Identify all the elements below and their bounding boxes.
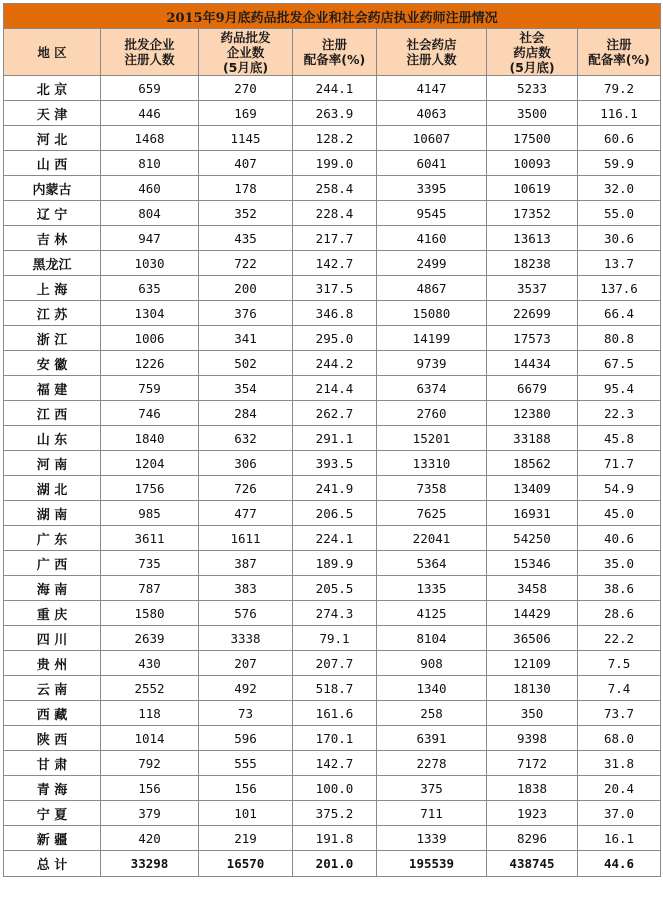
value-cell: 199.0 [293, 151, 377, 176]
value-cell: 45.8 [578, 426, 661, 451]
table-row [4, 626, 661, 651]
region-cell: 陕 西 [4, 726, 101, 751]
value-cell: 2639 [101, 626, 199, 651]
value-cell: 59.9 [578, 151, 661, 176]
value-cell: 387 [199, 551, 293, 576]
value-cell: 407 [199, 151, 293, 176]
table-row [4, 451, 661, 476]
value-cell: 241.9 [293, 476, 377, 501]
value-cell: 67.5 [578, 351, 661, 376]
value-cell: 2499 [377, 251, 487, 276]
value-cell: 787 [101, 576, 199, 601]
value-cell: 6041 [377, 151, 487, 176]
table-row [4, 201, 661, 226]
total-value-cell: 44.6 [578, 851, 661, 877]
value-cell: 10093 [487, 151, 578, 176]
value-cell: 3611 [101, 526, 199, 551]
region-cell: 天 津 [4, 101, 101, 126]
value-cell: 200 [199, 276, 293, 301]
value-cell: 224.1 [293, 526, 377, 551]
table-row [4, 576, 661, 601]
value-cell: 20.4 [578, 776, 661, 801]
table-row [4, 176, 661, 201]
value-cell: 317.5 [293, 276, 377, 301]
value-cell: 6374 [377, 376, 487, 401]
value-cell: 116.1 [578, 101, 661, 126]
region-cell: 宁 夏 [4, 801, 101, 826]
value-cell: 80.8 [578, 326, 661, 351]
value-cell: 502 [199, 351, 293, 376]
value-cell: 6391 [377, 726, 487, 751]
value-cell: 4125 [377, 601, 487, 626]
region-cell: 云 南 [4, 676, 101, 701]
value-cell: 142.7 [293, 751, 377, 776]
value-cell: 217.7 [293, 226, 377, 251]
total-value-cell: 438745 [487, 851, 578, 877]
value-cell: 31.8 [578, 751, 661, 776]
value-cell: 430 [101, 651, 199, 676]
header-wholesale-ratio: 注册 配备率(%) [293, 29, 377, 76]
value-cell: 352 [199, 201, 293, 226]
value-cell: 596 [199, 726, 293, 751]
region-cell: 贵 州 [4, 651, 101, 676]
value-cell: 54250 [487, 526, 578, 551]
region-cell: 河 南 [4, 451, 101, 476]
value-cell: 8104 [377, 626, 487, 651]
value-cell: 22.3 [578, 401, 661, 426]
pharmacist-registration-table [3, 3, 661, 877]
value-cell: 350 [487, 701, 578, 726]
region-cell: 江 西 [4, 401, 101, 426]
value-cell: 435 [199, 226, 293, 251]
value-cell: 22041 [377, 526, 487, 551]
table-row [4, 276, 661, 301]
header-wholesale-enterprises: 药品批发 企业数 (5月底) [199, 29, 293, 76]
value-cell: 118 [101, 701, 199, 726]
region-cell: 广 西 [4, 551, 101, 576]
value-cell: 4867 [377, 276, 487, 301]
value-cell: 10607 [377, 126, 487, 151]
table-row [4, 76, 661, 101]
value-cell: 284 [199, 401, 293, 426]
value-cell: 28.6 [578, 601, 661, 626]
region-cell: 上 海 [4, 276, 101, 301]
table-row [4, 526, 661, 551]
value-cell: 15080 [377, 301, 487, 326]
table-row [4, 251, 661, 276]
value-cell: 228.4 [293, 201, 377, 226]
table-row [4, 376, 661, 401]
value-cell: 18238 [487, 251, 578, 276]
value-cell: 205.5 [293, 576, 377, 601]
region-cell: 河 北 [4, 126, 101, 151]
value-cell: 1611 [199, 526, 293, 551]
value-cell: 7625 [377, 501, 487, 526]
table-row [4, 726, 661, 751]
value-cell: 14429 [487, 601, 578, 626]
table-title: 2015年9月底药品批发企业和社会药店执业药师注册情况 [4, 4, 661, 29]
value-cell: 792 [101, 751, 199, 776]
value-cell: 722 [199, 251, 293, 276]
value-cell: 1304 [101, 301, 199, 326]
value-cell: 1204 [101, 451, 199, 476]
value-cell: 393.5 [293, 451, 377, 476]
header-pharmacy-registered: 社会药店 注册人数 [377, 29, 487, 76]
value-cell: 375.2 [293, 801, 377, 826]
value-cell: 726 [199, 476, 293, 501]
value-cell: 908 [377, 651, 487, 676]
value-cell: 376 [199, 301, 293, 326]
value-cell: 632 [199, 426, 293, 451]
region-cell: 西 藏 [4, 701, 101, 726]
region-cell: 海 南 [4, 576, 101, 601]
value-cell: 346.8 [293, 301, 377, 326]
value-cell: 518.7 [293, 676, 377, 701]
value-cell: 244.1 [293, 76, 377, 101]
value-cell: 258.4 [293, 176, 377, 201]
value-cell: 759 [101, 376, 199, 401]
value-cell: 3338 [199, 626, 293, 651]
region-cell: 重 庆 [4, 601, 101, 626]
table-row [4, 701, 661, 726]
region-cell: 新 疆 [4, 826, 101, 851]
value-cell: 383 [199, 576, 293, 601]
value-cell: 9739 [377, 351, 487, 376]
report-table-container [3, 3, 660, 877]
value-cell: 375 [377, 776, 487, 801]
value-cell: 244.2 [293, 351, 377, 376]
value-cell: 35.0 [578, 551, 661, 576]
value-cell: 295.0 [293, 326, 377, 351]
table-row [4, 651, 661, 676]
value-cell: 13613 [487, 226, 578, 251]
region-cell: 湖 南 [4, 501, 101, 526]
header-region: 地 区 [4, 29, 101, 76]
table-row [4, 676, 661, 701]
table-row [4, 301, 661, 326]
value-cell: 66.4 [578, 301, 661, 326]
value-cell: 191.8 [293, 826, 377, 851]
value-cell: 6679 [487, 376, 578, 401]
region-cell: 安 徽 [4, 351, 101, 376]
value-cell: 156 [101, 776, 199, 801]
value-cell: 810 [101, 151, 199, 176]
value-cell: 40.6 [578, 526, 661, 551]
value-cell: 189.9 [293, 551, 377, 576]
value-cell: 1580 [101, 601, 199, 626]
value-cell: 12380 [487, 401, 578, 426]
value-cell: 13.7 [578, 251, 661, 276]
table-row [4, 601, 661, 626]
value-cell: 71.7 [578, 451, 661, 476]
total-value-cell: 201.0 [293, 851, 377, 877]
value-cell: 45.0 [578, 501, 661, 526]
value-cell: 60.6 [578, 126, 661, 151]
value-cell: 1014 [101, 726, 199, 751]
total-value-cell: 33298 [101, 851, 199, 877]
value-cell: 178 [199, 176, 293, 201]
value-cell: 1006 [101, 326, 199, 351]
value-cell: 4160 [377, 226, 487, 251]
value-cell: 1145 [199, 126, 293, 151]
value-cell: 274.3 [293, 601, 377, 626]
value-cell: 379 [101, 801, 199, 826]
value-cell: 341 [199, 326, 293, 351]
value-cell: 477 [199, 501, 293, 526]
value-cell: 30.6 [578, 226, 661, 251]
region-cell: 广 东 [4, 526, 101, 551]
value-cell: 79.1 [293, 626, 377, 651]
value-cell: 16931 [487, 501, 578, 526]
value-cell: 207 [199, 651, 293, 676]
value-cell: 32.0 [578, 176, 661, 201]
value-cell: 1339 [377, 826, 487, 851]
value-cell: 13310 [377, 451, 487, 476]
region-cell: 青 海 [4, 776, 101, 801]
region-cell: 湖 北 [4, 476, 101, 501]
region-cell: 北 京 [4, 76, 101, 101]
region-cell: 江 苏 [4, 301, 101, 326]
value-cell: 7358 [377, 476, 487, 501]
value-cell: 492 [199, 676, 293, 701]
table-body [4, 76, 661, 851]
value-cell: 3500 [487, 101, 578, 126]
table-row [4, 151, 661, 176]
value-cell: 3395 [377, 176, 487, 201]
value-cell: 9545 [377, 201, 487, 226]
value-cell: 804 [101, 201, 199, 226]
value-cell: 2278 [377, 751, 487, 776]
region-cell: 山 西 [4, 151, 101, 176]
table-row [4, 226, 661, 251]
value-cell: 15346 [487, 551, 578, 576]
value-cell: 207.7 [293, 651, 377, 676]
value-cell: 1468 [101, 126, 199, 151]
region-cell: 福 建 [4, 376, 101, 401]
value-cell: 555 [199, 751, 293, 776]
value-cell: 1840 [101, 426, 199, 451]
value-cell: 576 [199, 601, 293, 626]
value-cell: 18130 [487, 676, 578, 701]
value-cell: 156 [199, 776, 293, 801]
value-cell: 13409 [487, 476, 578, 501]
value-cell: 17573 [487, 326, 578, 351]
value-cell: 262.7 [293, 401, 377, 426]
table-row [4, 351, 661, 376]
region-cell: 山 东 [4, 426, 101, 451]
value-cell: 746 [101, 401, 199, 426]
table-row [4, 776, 661, 801]
value-cell: 9398 [487, 726, 578, 751]
value-cell: 5364 [377, 551, 487, 576]
region-cell: 甘 肃 [4, 751, 101, 776]
table-row [4, 751, 661, 776]
table-row [4, 801, 661, 826]
value-cell: 4147 [377, 76, 487, 101]
value-cell: 161.6 [293, 701, 377, 726]
value-cell: 3458 [487, 576, 578, 601]
value-cell: 354 [199, 376, 293, 401]
value-cell: 8296 [487, 826, 578, 851]
value-cell: 170.1 [293, 726, 377, 751]
value-cell: 22699 [487, 301, 578, 326]
table-row [4, 401, 661, 426]
value-cell: 2552 [101, 676, 199, 701]
value-cell: 22.2 [578, 626, 661, 651]
region-cell: 内蒙古 [4, 176, 101, 201]
value-cell: 206.5 [293, 501, 377, 526]
value-cell: 36506 [487, 626, 578, 651]
value-cell: 306 [199, 451, 293, 476]
value-cell: 5233 [487, 76, 578, 101]
value-cell: 37.0 [578, 801, 661, 826]
table-row [4, 501, 661, 526]
total-row [4, 851, 661, 877]
value-cell: 14199 [377, 326, 487, 351]
value-cell: 68.0 [578, 726, 661, 751]
value-cell: 263.9 [293, 101, 377, 126]
value-cell: 1335 [377, 576, 487, 601]
header-wholesale-registered: 批发企业 注册人数 [101, 29, 199, 76]
value-cell: 1923 [487, 801, 578, 826]
value-cell: 14434 [487, 351, 578, 376]
table-row [4, 326, 661, 351]
value-cell: 73.7 [578, 701, 661, 726]
value-cell: 16.1 [578, 826, 661, 851]
value-cell: 420 [101, 826, 199, 851]
value-cell: 2760 [377, 401, 487, 426]
value-cell: 219 [199, 826, 293, 851]
value-cell: 1030 [101, 251, 199, 276]
value-cell: 54.9 [578, 476, 661, 501]
table-row [4, 426, 661, 451]
value-cell: 142.7 [293, 251, 377, 276]
total-label: 总 计 [4, 851, 101, 877]
region-cell: 辽 宁 [4, 201, 101, 226]
value-cell: 128.2 [293, 126, 377, 151]
header-row [4, 29, 661, 76]
value-cell: 659 [101, 76, 199, 101]
region-cell: 浙 江 [4, 326, 101, 351]
value-cell: 15201 [377, 426, 487, 451]
table-row [4, 101, 661, 126]
value-cell: 17500 [487, 126, 578, 151]
value-cell: 985 [101, 501, 199, 526]
value-cell: 258 [377, 701, 487, 726]
table-row [4, 826, 661, 851]
value-cell: 10619 [487, 176, 578, 201]
value-cell: 17352 [487, 201, 578, 226]
region-cell: 四 川 [4, 626, 101, 651]
total-value-cell: 16570 [199, 851, 293, 877]
header-pharmacy-ratio: 注册 配备率(%) [578, 29, 661, 76]
table-row [4, 126, 661, 151]
region-cell: 黑龙江 [4, 251, 101, 276]
value-cell: 95.4 [578, 376, 661, 401]
value-cell: 214.4 [293, 376, 377, 401]
value-cell: 635 [101, 276, 199, 301]
value-cell: 1340 [377, 676, 487, 701]
value-cell: 1756 [101, 476, 199, 501]
value-cell: 446 [101, 101, 199, 126]
value-cell: 137.6 [578, 276, 661, 301]
value-cell: 7.5 [578, 651, 661, 676]
value-cell: 711 [377, 801, 487, 826]
value-cell: 270 [199, 76, 293, 101]
value-cell: 100.0 [293, 776, 377, 801]
value-cell: 33188 [487, 426, 578, 451]
value-cell: 4063 [377, 101, 487, 126]
value-cell: 1838 [487, 776, 578, 801]
value-cell: 3537 [487, 276, 578, 301]
region-cell: 吉 林 [4, 226, 101, 251]
value-cell: 38.6 [578, 576, 661, 601]
value-cell: 291.1 [293, 426, 377, 451]
value-cell: 18562 [487, 451, 578, 476]
value-cell: 55.0 [578, 201, 661, 226]
value-cell: 735 [101, 551, 199, 576]
value-cell: 7172 [487, 751, 578, 776]
value-cell: 947 [101, 226, 199, 251]
value-cell: 79.2 [578, 76, 661, 101]
value-cell: 12109 [487, 651, 578, 676]
value-cell: 101 [199, 801, 293, 826]
total-value-cell: 195539 [377, 851, 487, 877]
table-row [4, 476, 661, 501]
table-row [4, 551, 661, 576]
value-cell: 460 [101, 176, 199, 201]
value-cell: 169 [199, 101, 293, 126]
value-cell: 1226 [101, 351, 199, 376]
value-cell: 7.4 [578, 676, 661, 701]
header-pharmacy-count: 社会 药店数 (5月底) [487, 29, 578, 76]
value-cell: 73 [199, 701, 293, 726]
